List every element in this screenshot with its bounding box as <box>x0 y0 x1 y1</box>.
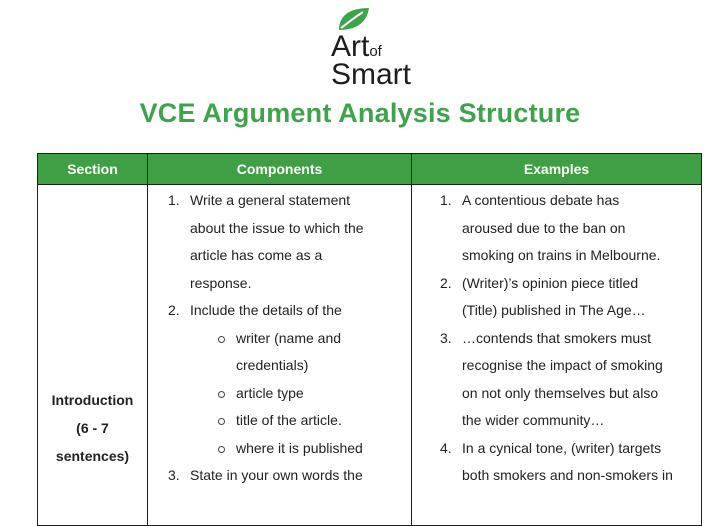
page-title: VCE Argument Analysis Structure <box>139 98 581 128</box>
list-item: 1. A contentious debate has aroused due to the ban on smoking on trains in Melbourne. <box>440 192 661 263</box>
header-examples: Examples <box>412 154 702 185</box>
section-label-line: Introduction <box>51 392 134 408</box>
section-label-line: sentences) <box>55 448 130 464</box>
list-item: 2. (Writer)’s opinion piece titled (Title) published in The Age… <box>440 274 646 318</box>
table-header-row <box>38 154 702 185</box>
list-item: 4. In a cynical tone, (writer) targets both smokers and non-smokers in <box>440 439 673 483</box>
section-cell <box>38 185 148 526</box>
circle-bullet-icon <box>218 446 225 453</box>
table-row <box>38 185 702 526</box>
list-item: 3. …contends that smokers must recognise the impact of smoking on not only themselves but also the wider community… <box>440 329 663 428</box>
leaf-icon <box>335 6 371 32</box>
sub-list-item: title of the article. <box>190 407 407 435</box>
sub-list-item: writer (name and credentials) <box>190 325 407 380</box>
circle-bullet-icon <box>218 391 225 398</box>
header-section: Section <box>38 154 148 185</box>
structure-table <box>37 153 702 526</box>
logo-text-line1: Artof <box>331 30 382 63</box>
examples-cell <box>412 185 702 526</box>
section-label-line: (6 - 7 <box>76 420 109 436</box>
list-item: 1. Write a general statement about the issue to which the article has come as a response. <box>168 192 364 291</box>
logo-text-line2: Smart <box>331 58 412 91</box>
list-item: 3. State in your own words the <box>168 467 363 483</box>
header-components: Components <box>148 154 412 185</box>
sub-list-item: where it is published <box>190 435 407 463</box>
circle-bullet-icon <box>218 418 225 425</box>
list-item: 2. Include the details of the writer (name and credentials) article type title of the article. where it is published <box>168 297 407 462</box>
art-of-smart-logo <box>325 6 415 90</box>
components-cell <box>148 185 412 526</box>
circle-bullet-icon <box>218 336 225 343</box>
sub-list-item: article type <box>190 380 407 408</box>
